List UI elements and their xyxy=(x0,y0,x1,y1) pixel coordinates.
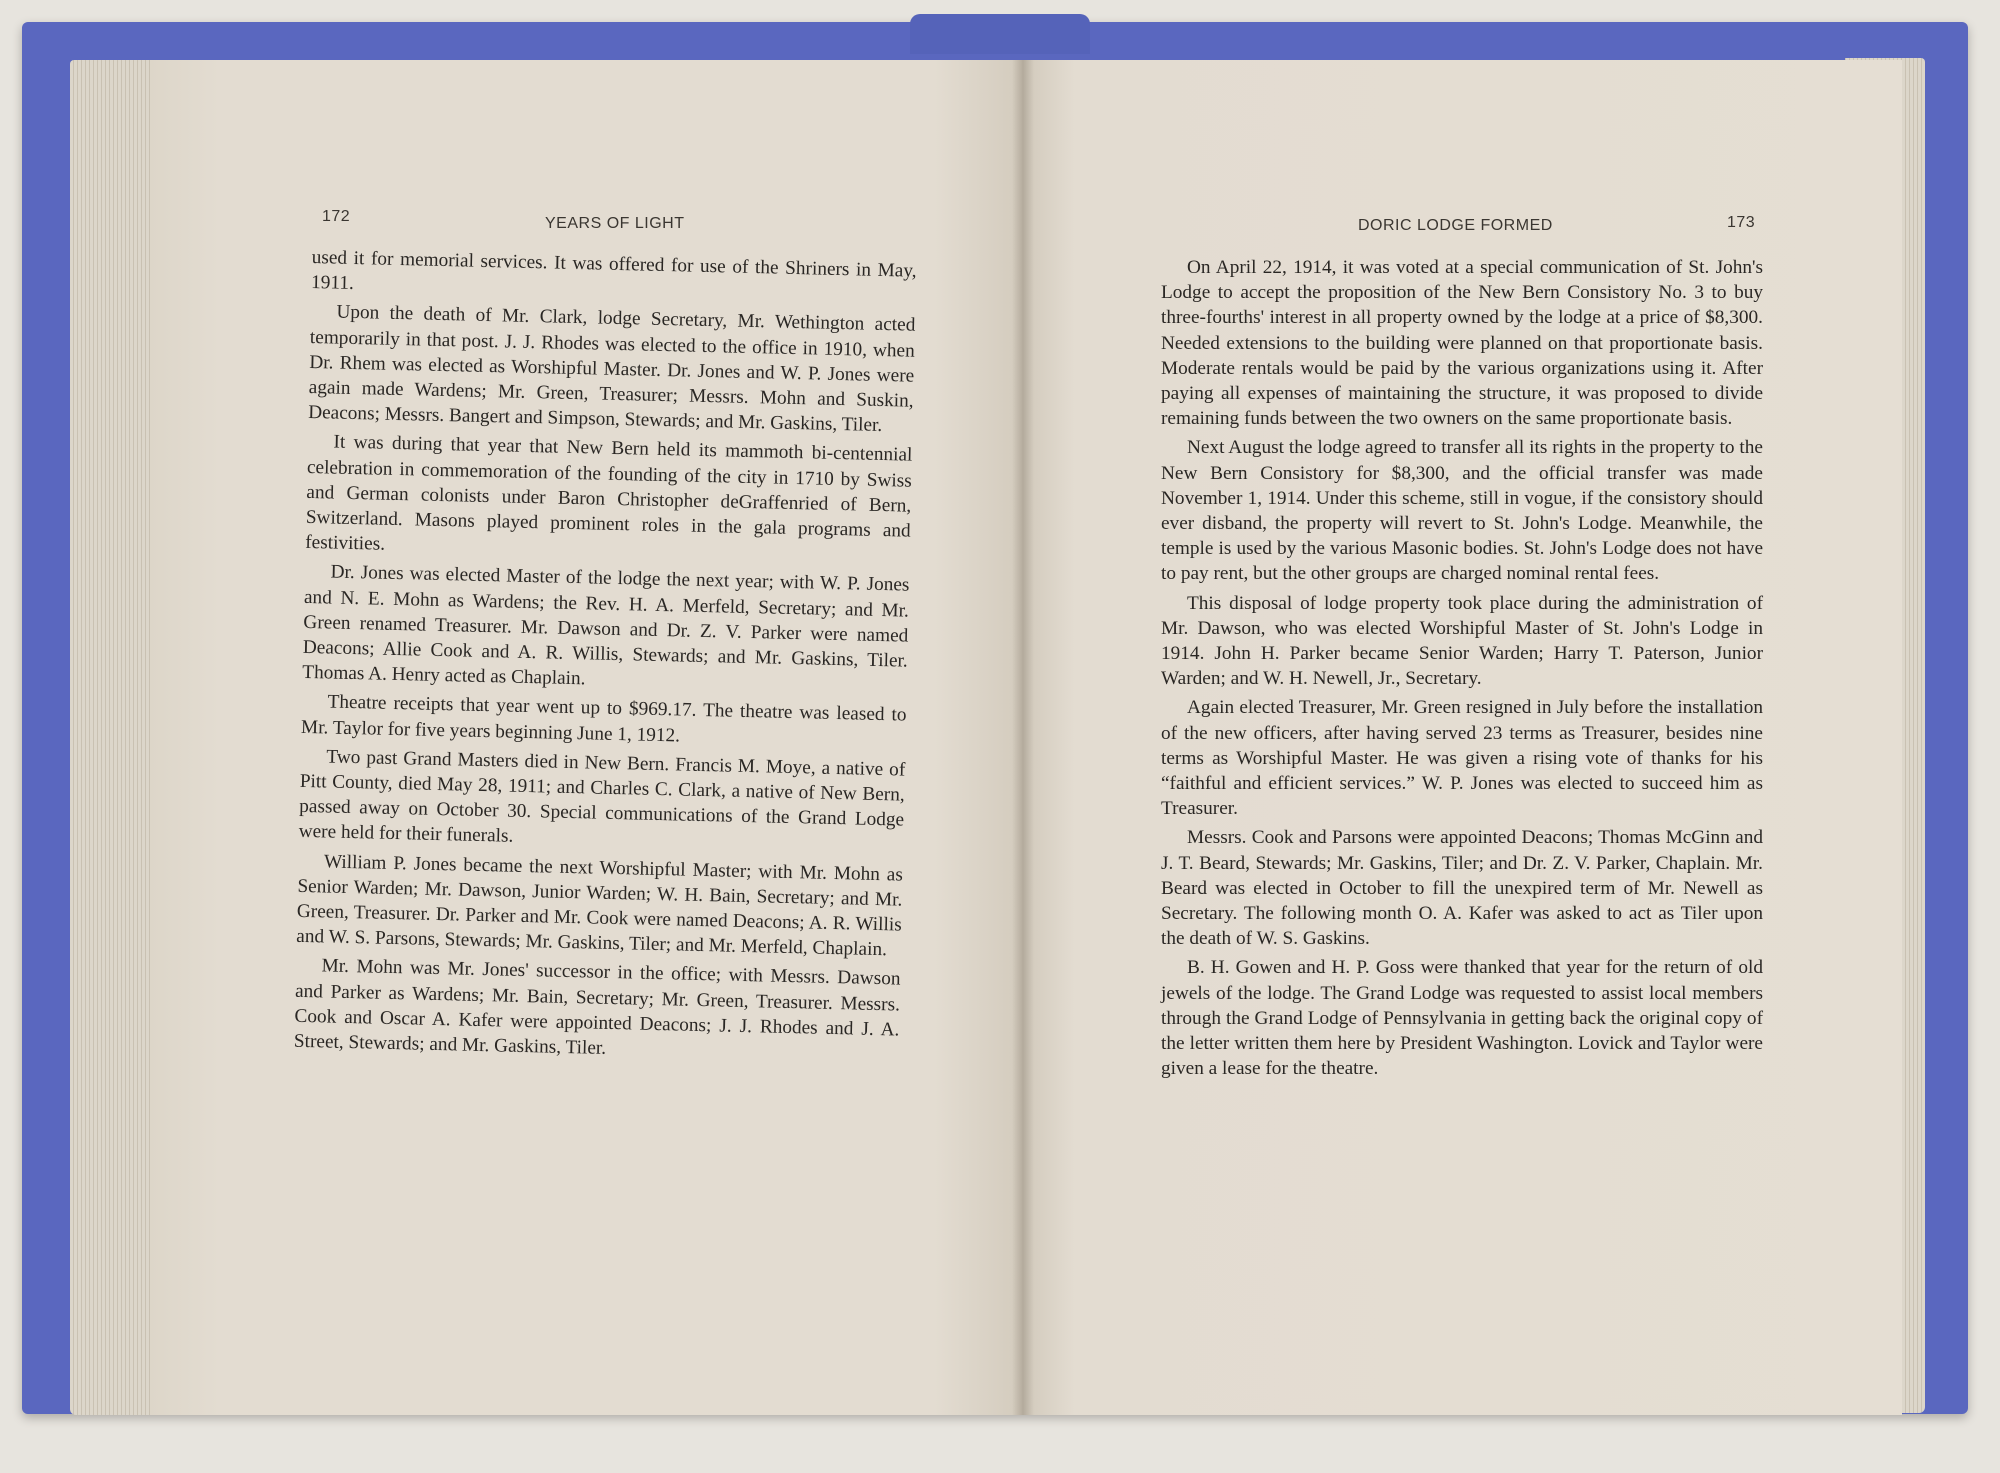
paragraph: Two past Grand Masters died in New Bern. Francis M. Moye, a native of Pitt County, died May 28, 1911; and Charles C. Clark, a native of New Bern, passed away on October 30. Special communications of the Grand Lodge were held for their funerals. xyxy=(298,746,906,848)
paragraph: Upon the death of Mr. Clark, lodge Secretary, Mr. Wethington acted temporarily in that post. J. J. Rhodes was elected to the office in 1910, when Dr. Rhem was elected as Worshipful Master. Dr. Jones and W. P. Jones were again made Wardens; Mr. Green, Treasurer; Messrs. Mohn and Suskin, Deacons; Messrs. Bangert and Simpson, Stewards; and Mr. Gaskins, Tiler. xyxy=(307,301,916,437)
left-running-head: YEARS OF LIGHT xyxy=(545,215,685,232)
paragraph: It was during that year that New Bern held its mammoth bi-centennial celebration in commemoration of the founding of the city in 1710 by Swiss and German colonists under Baron Christopher deGraffenried of Bern, Switzerland. Masons played prominent roles in the gala programs and festivities. xyxy=(305,431,913,555)
book-gutter xyxy=(1012,60,1034,1415)
right-page-number: 173 xyxy=(1727,214,1756,231)
right-page-body xyxy=(1161,255,1763,1082)
paragraph: used it for memorial services. It was offered for use of the Shriners in May, 1911. xyxy=(310,246,917,295)
left-page-number: 172 xyxy=(322,208,351,225)
paragraph: Dr. Jones was elected Master of the lodge the next year; with W. P. Jones and N. E. Mohn as Wardens; the Rev. H. A. Merfeld, Secretary; and Mr. Green renamed Treasurer. Mr. Dawson and Dr. Z. V. Parker were named Deacons; Allie Cook and A. R. Willis, Stewards; and Mr. Gaskins, Tiler. Thomas A. Henry acted as Chaplain. xyxy=(302,561,910,690)
paragraph: Mr. Mohn was Mr. Jones' successor in the office; with Messrs. Dawson and Parker as Wardens; Mr. Bain, Secretary; Mr. Green, Treasurer. Messrs. Cook and Oscar A. Kafer were appointed Deacons; J. J. Rhodes and J. A. Street, Stewards; and Mr. Gaskins, Tiler. xyxy=(293,955,901,1059)
paragraph: This disposal of lodge property took place during the administration of Mr. Dawson, who was elected Worshipful Master of St. John's Lodge in 1914. John H. Parker became Senior Warden; Harry T. Paterson, Junior Warden; and W. H. Newell, Jr., Secretary. xyxy=(1161,592,1763,690)
paragraph: Again elected Treasurer, Mr. Green resigned in July before the installation of the new officers, after having served 23 terms as Treasurer, besides nine terms as Worshipful Master. He was given a rising vote of thanks for his “faithful and efficient services.” W. P. Jones was elected to succeed him as Treasurer. xyxy=(1161,697,1763,820)
book-spine xyxy=(910,14,1090,54)
paragraph: William P. Jones became the next Worshipful Master; with Mr. Mohn as Senior Warden; Mr. Dawson, Junior Warden; W. H. Bain, Secretary; and Mr. Green, Treasurer. Dr. Parker and Mr. Cook were named Deacons; A. R. Willis and W. S. Parsons, Stewards; Mr. Gaskins, Tiler; and Mr. Merfeld, Chaplain. xyxy=(296,851,904,961)
paragraph: B. H. Gowen and H. P. Goss were thanked that year for the return of old jewels of the lodge. The Grand Lodge was requested to assist local members through the Grand Lodge of Pennsylvania in getting back the original copy of the letter written them here by President Washington. Lovick and Taylor were given a lease for the theatre. xyxy=(1161,957,1763,1080)
right-running-head: DORIC LODGE FORMED xyxy=(1358,217,1553,234)
paragraph: Next August the lodge agreed to transfer all its rights in the property to the New Bern Consistory for $8,300, and the official transfer was made November 1, 1914. Under this scheme, still in vogue, if the consistory should ever disband, the property will revert to St. John's Lodge. Meanwhile, the temple is used by the various Masonic bodies. St. John's Lodge does not have to pay rent, but the other groups are charged nominal rental fees. xyxy=(1161,437,1763,585)
paragraph: Theatre receipts that year went up to $969.17. The theatre was leased to Mr. Taylor for five years beginning June 1, 1912. xyxy=(300,691,907,747)
paragraph: Messrs. Cook and Parsons were appointed Deacons; Thomas McGinn and J. T. Beard, Stewards; Mr. Gaskins, Tiler; and Dr. Z. V. Parker, Chaplain. Mr. Beard was elected in October to fill the unexpired term of Mr. Newell as Secretary. The following month O. A. Kafer was asked to act as Tiler upon the death of W. S. Gaskins. xyxy=(1161,827,1763,950)
left-page-body xyxy=(294,245,917,1068)
paragraph: On April 22, 1914, it was voted at a special communication of St. John's Lodge to accept the proposition of the New Bern Consistory No. 3 to buy three-fourths' interest in all property owned by the lodge at a price of $8,300. Needed extensions to the building were planned on that proportionate basis. Moderate rentals would be paid by the various organizations using it. After paying all expenses of maintaining the structure, it was proposed to divide remaining funds between the two owners on the same proportionate basis. xyxy=(1161,257,1763,430)
